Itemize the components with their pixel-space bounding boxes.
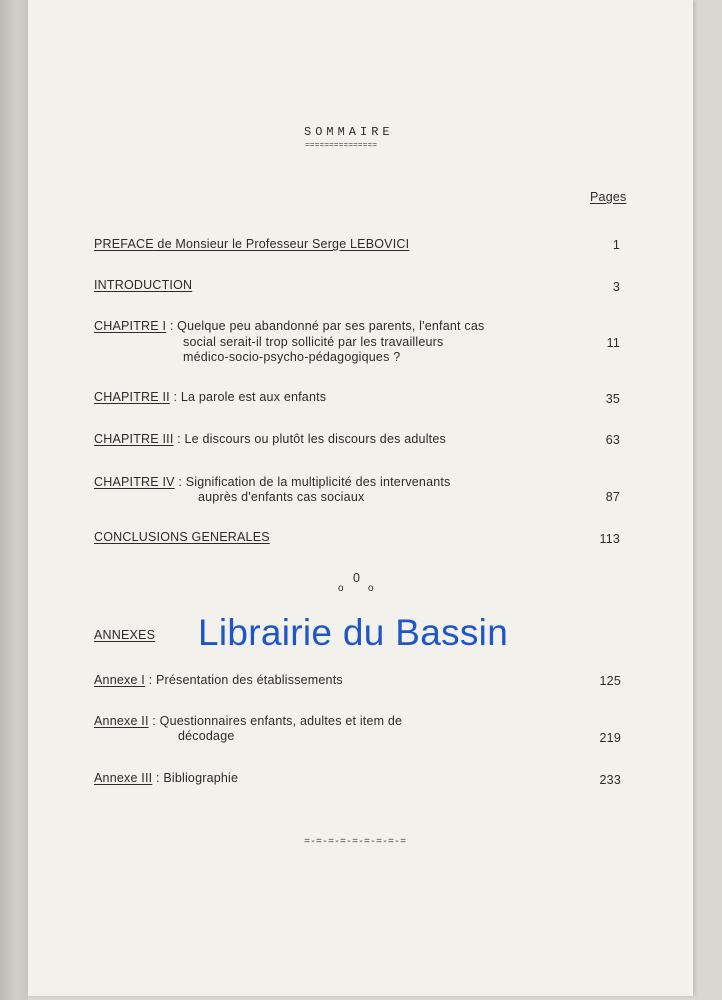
annexes-heading: ANNEXES — [94, 628, 156, 642]
ornament-top: 0 — [353, 571, 361, 585]
toc-label: CHAPITRE IV — [94, 475, 175, 489]
toc-page-number: 87 — [605, 490, 620, 504]
toc-label: PREFACE — [94, 237, 154, 251]
annex-text: : Présentation des établissements — [144, 673, 343, 687]
toc-text-line: social serait-il trop sollicité par les travailleurs — [183, 335, 444, 349]
toc-label: CHAPITRE I — [94, 319, 167, 333]
toc-entry-chapitre-4 — [94, 475, 451, 489]
annex-page-number: 219 — [599, 731, 621, 745]
toc-page-number: 1 — [612, 238, 620, 252]
document-page — [28, 0, 693, 996]
toc-entry-chapitre-3 — [94, 432, 446, 446]
title-underline: =============== — [305, 141, 378, 150]
annex-entry-3 — [94, 771, 238, 785]
toc-entry-conclusions: CONCLUSIONS GENERALES — [94, 530, 270, 544]
annex-page-number: 125 — [599, 674, 621, 688]
toc-label: CHAPITRE II — [94, 390, 170, 404]
annex-label: Annexe I — [94, 673, 145, 687]
toc-entry-chapitre-1 — [94, 319, 484, 333]
toc-text: de Monsieur le Professeur Serge LEBOVICI — [153, 237, 410, 251]
ornament-left: o — [338, 583, 344, 594]
toc-label: CHAPITRE III — [94, 432, 174, 446]
ornament-right: o — [368, 583, 374, 594]
toc-page-number: 35 — [605, 392, 620, 406]
toc-text-line: : Signification de la multiplicité des intervenants — [174, 475, 451, 489]
toc-entry-chapitre-2 — [94, 390, 326, 404]
toc-entry-preface — [94, 237, 409, 251]
annex-entry-1 — [94, 673, 343, 687]
toc-page-number: 63 — [605, 433, 620, 447]
page-title: SOMMAIRE — [304, 125, 394, 139]
toc-text: : La parole est aux enfants — [169, 390, 327, 404]
annex-text-line: : Questionnaires enfants, adultes et item de — [148, 714, 403, 728]
watermark-text: Librairie du Bassin — [198, 612, 509, 653]
toc-entry-introduction: INTRODUCTION — [94, 278, 193, 292]
toc-page-number: 113 — [599, 532, 620, 546]
toc-text-line: auprès d'enfants cas sociaux — [198, 490, 365, 504]
toc-text: : Le discours ou plutôt les discours des adultes — [173, 432, 446, 446]
toc-page-number: 11 — [606, 336, 620, 350]
annex-page-number: 233 — [599, 773, 621, 787]
toc-text-line: médico-socio-psycho-pédagogiques ? — [183, 350, 401, 364]
toc-page-number: 3 — [612, 280, 620, 294]
annex-text: : Bibliographie — [152, 771, 239, 785]
annex-entry-2 — [94, 714, 402, 728]
end-separator: =-=-=-=-=-=-=-=-= — [304, 837, 407, 848]
annex-text-line: décodage — [178, 729, 235, 743]
toc-text-line: : Quelque peu abandonné par ses parents, l'enfant cas — [166, 319, 485, 333]
annex-label: Annexe III — [94, 771, 153, 785]
background-edge — [0, 0, 28, 1000]
pages-column-label: Pages — [590, 190, 627, 204]
annex-label: Annexe II — [94, 714, 149, 728]
